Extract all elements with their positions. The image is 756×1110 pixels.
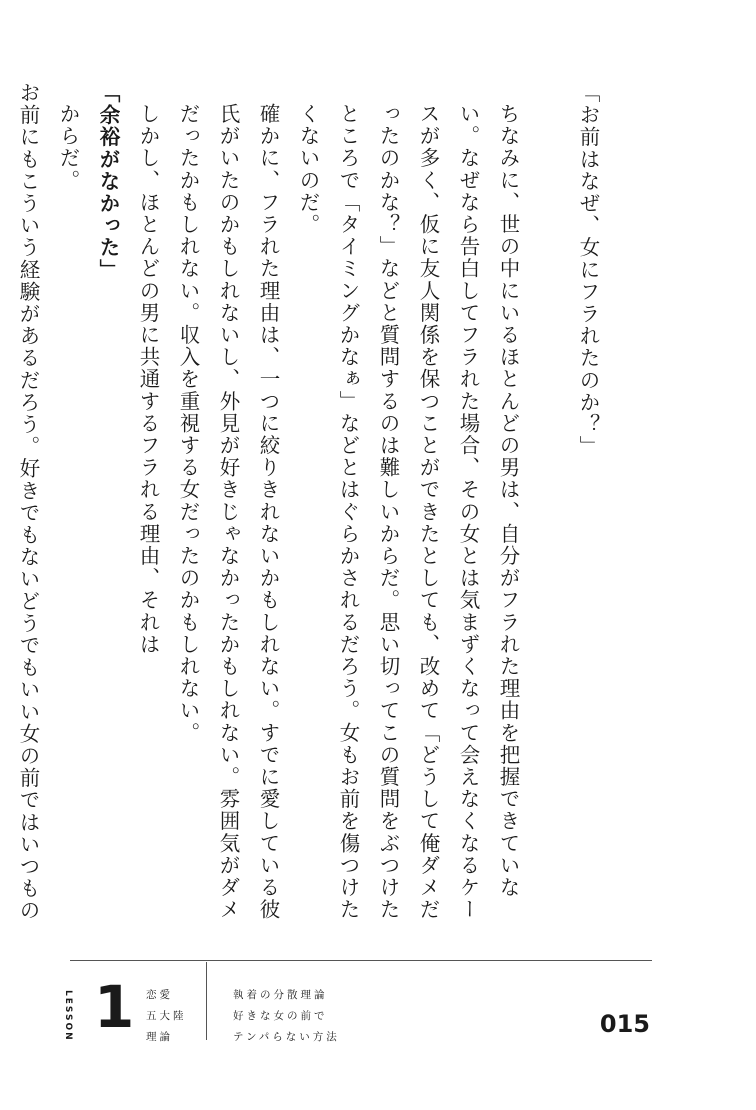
footer-rule: [70, 960, 652, 961]
lesson-number: 1: [94, 973, 135, 1041]
paragraph: 確かに、フラれた理由は、一つに絞りきれないかもしれない。すでに愛している彼氏がいたのかもしれないし、外見が好きじゃなかったかもしれない。雰囲気がダメだったかもしれない。収入を重視する女だったのかもしれない。: [176, 102, 280, 921]
page-number: 015: [599, 1010, 650, 1038]
lesson-label: LESSON: [63, 990, 73, 1042]
category-line: 恋愛: [146, 989, 173, 1001]
subtitle-line: 執着の分散理論: [233, 989, 328, 1001]
paragraph: からだ。: [56, 102, 80, 191]
subtitle-line: テンパらない方法: [233, 1031, 340, 1043]
category-line: 理論: [146, 1031, 173, 1043]
category: [146, 985, 187, 1048]
body-text: [0, 82, 608, 942]
chapter-subtitle: [233, 985, 340, 1048]
emphasis-text: 「余裕がなかった」: [96, 82, 120, 281]
footer-divider: [206, 962, 207, 1040]
paragraph: お前にもこういう経験があるだろう。好きでもないどうでもいい女の前ではいつもの: [16, 82, 40, 922]
paragraph: ちなみに、世の中にいるほとんどの男は、自分がフラれた理由を把握できていない。なぜなら告白してフラれた場合、その女とは気まずくなって会えなくなるケースが多く、仮に友人関係を保つことができたとしても、改めて「どうして俺ダメだったのかな？」などと質問するのは難しいからだ。思い切ってこの質問をぶつけたところで「タイミングかなぁ」などとはぐらかされるだろう。女もお前を傷つけたくないのだ。: [296, 102, 520, 921]
paragraph: しかし、ほとんどの男に共通するフラれる理由、それは: [136, 102, 160, 655]
category-line: 五大陸: [146, 1010, 187, 1022]
section-heading: 「お前はなぜ、女にフラれたのか？」: [576, 82, 600, 458]
subtitle-line: 好きな女の前で: [233, 1010, 328, 1022]
blank-line: [528, 82, 568, 942]
